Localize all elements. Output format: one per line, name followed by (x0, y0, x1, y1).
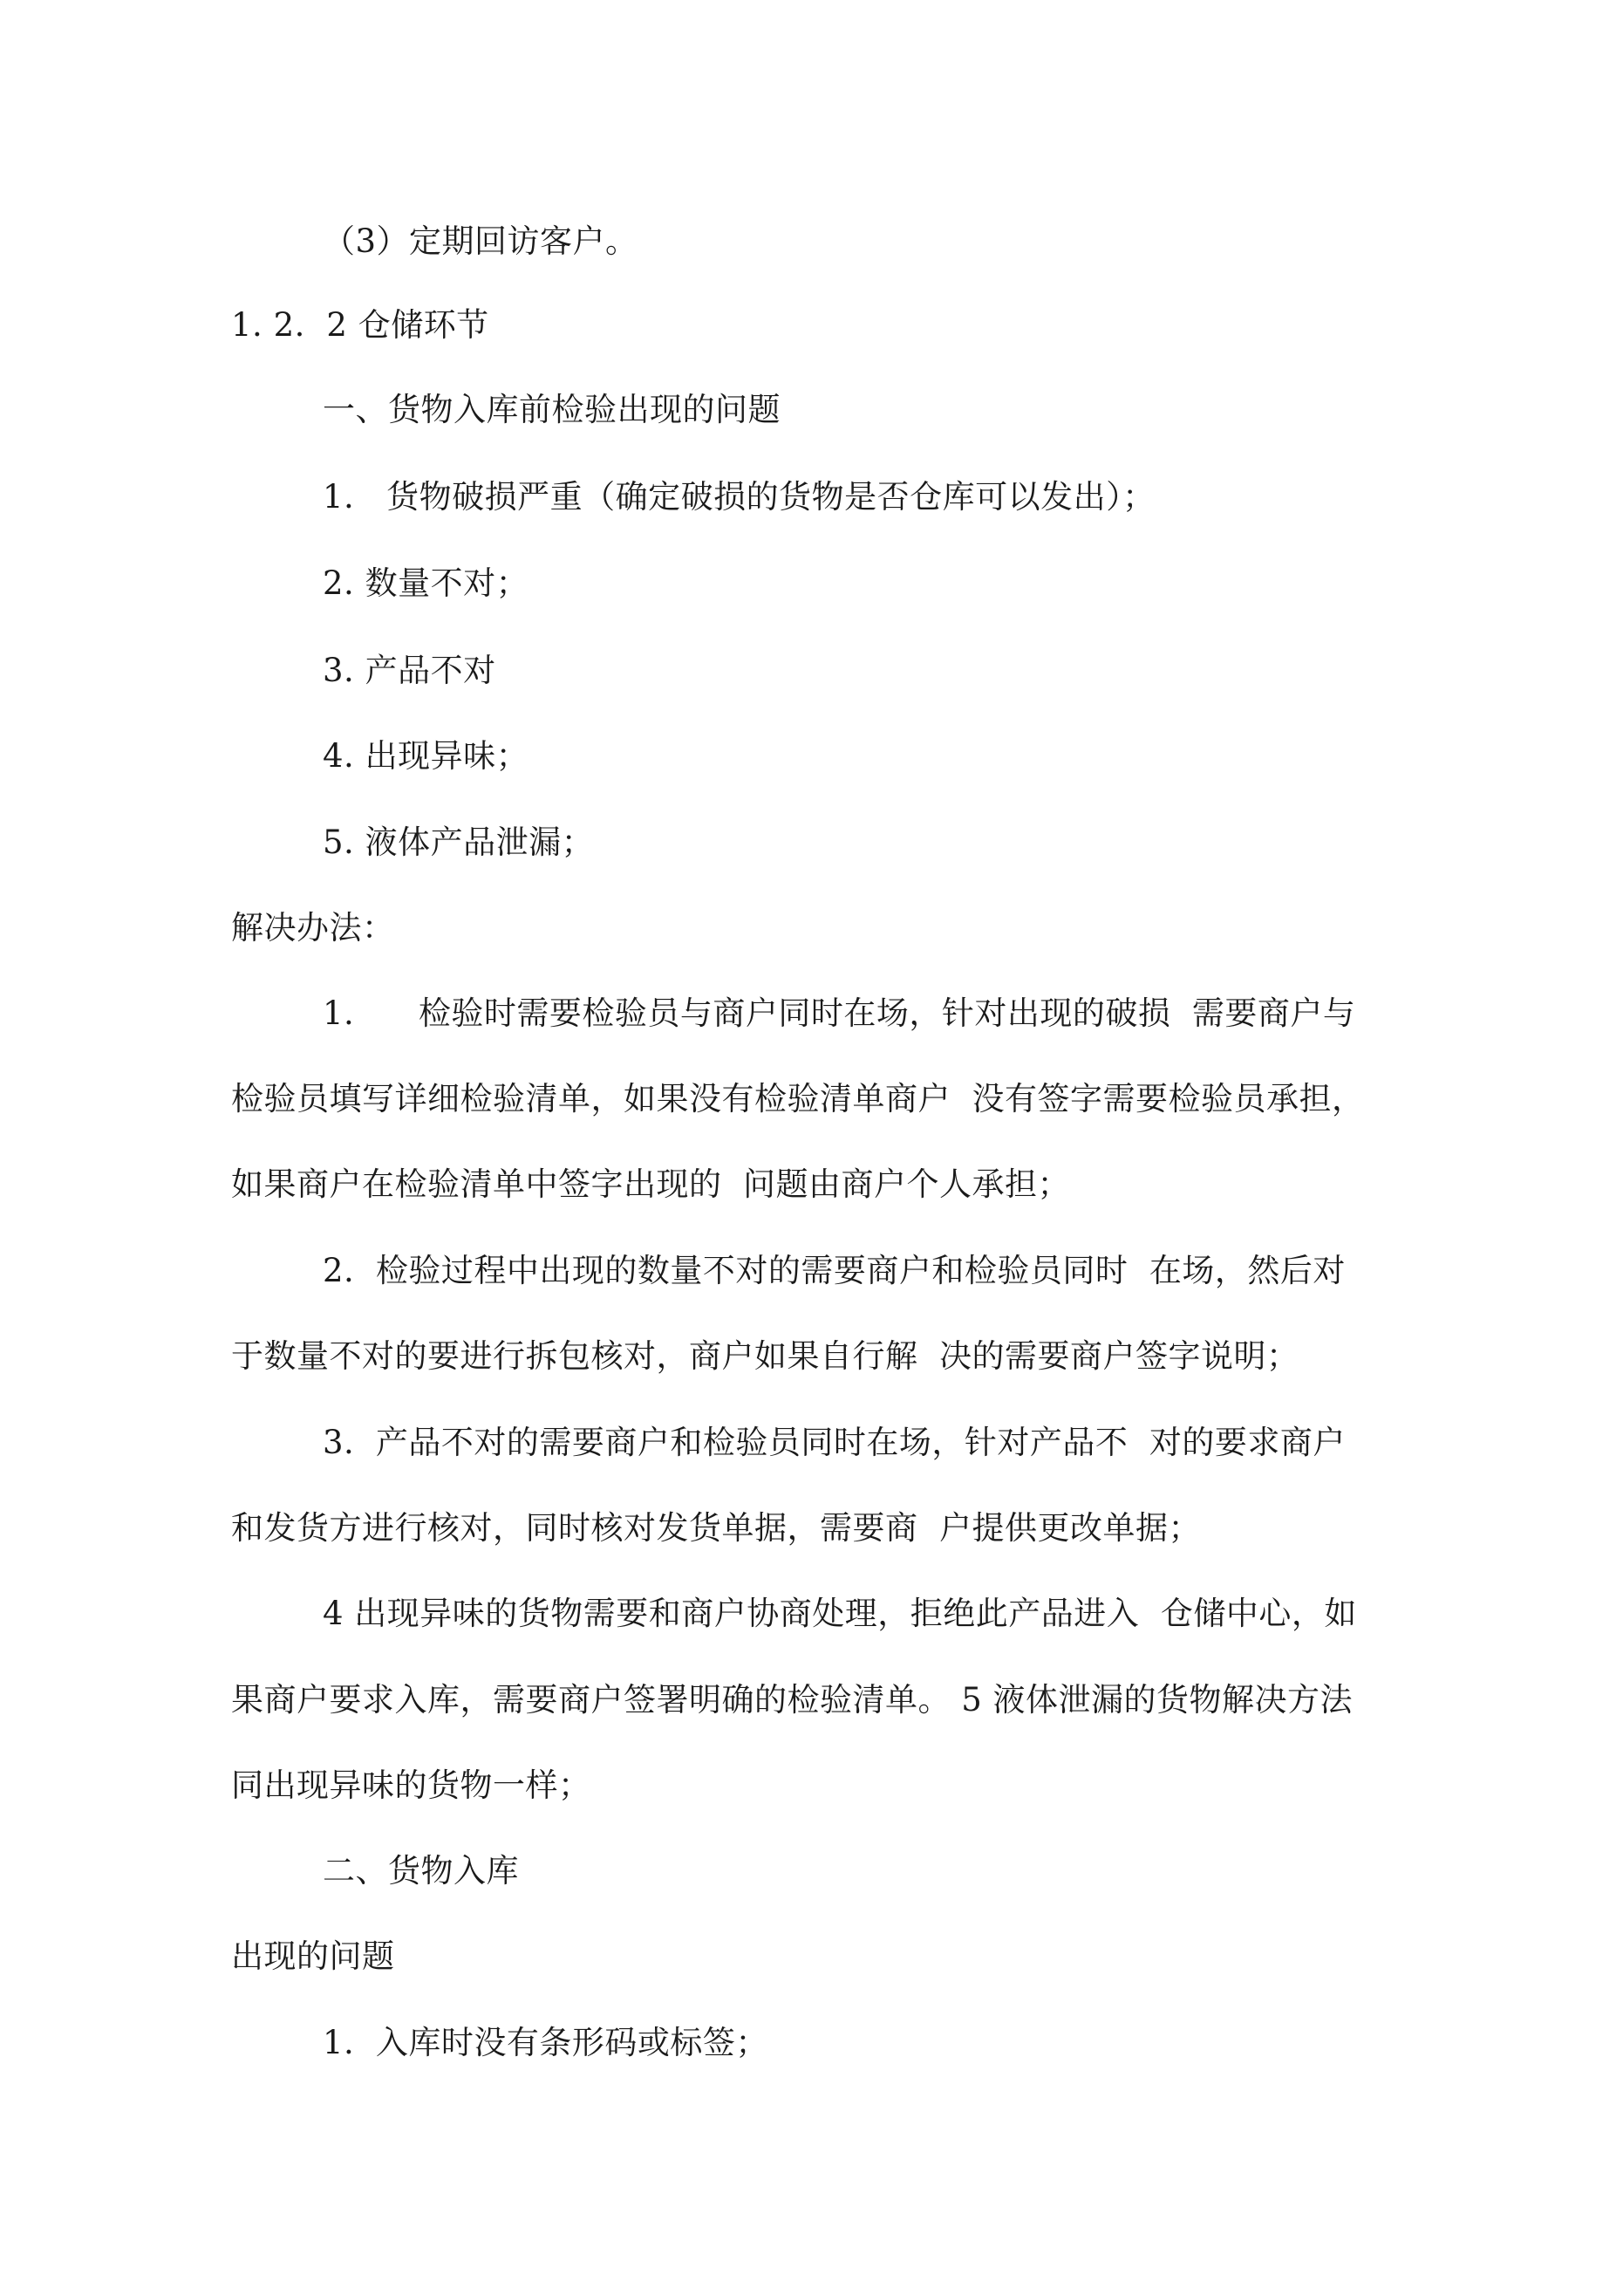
paragraph-line: 检验员填写详细检验清单，如果没有检验清单商户 没有签字需要检验员承担， (231, 1080, 1365, 1117)
list-item: 3. 产品不对 (323, 652, 496, 689)
paragraph-line: 4 出现异味的货物需要和商户协商处理，拒绝此产品进入 仓储中心，如 (323, 1595, 1357, 1632)
list-item: 4. 出现异味； (323, 737, 529, 775)
subsection-heading: 二、货物入库 (323, 1852, 519, 1889)
paragraph-line: 于数量不对的要进行拆包核对，商户如果自行解 决的需要商户签字说明； (231, 1337, 1299, 1375)
paragraph-line: 果商户要求入库，需要商户签署明确的检验清单。 5 液体泄漏的货物解决方法 (231, 1681, 1354, 1719)
list-item: 1. 货物破损严重（确定破损的货物是否仓库可以发出）； (323, 478, 1156, 516)
paragraph-line: 3. 产品不对的需要商户和检验员同时在场，针对产品不 对的要求商户 (323, 1424, 1346, 1461)
list-item: 2. 数量不对； (323, 564, 529, 602)
paragraph-line: 如果商户在检验清单中签字出现的 问题由商户个人承担； (231, 1165, 1071, 1203)
section-heading: 1. 2. 2 仓储环节 (231, 306, 489, 344)
solution-heading: 解决办法： (231, 909, 395, 946)
problems-heading: 出现的问题 (231, 1937, 395, 1975)
paragraph-line: 1. 检验时需要检验员与商户同时在场，针对出现的破损 需要商户与 (323, 994, 1356, 1032)
list-item: 5. 液体产品泄漏； (323, 823, 595, 861)
paragraph-line: 同出现异味的货物一样； (231, 1766, 591, 1804)
subsection-heading: 一、货物入库前检验出现的问题 (323, 391, 781, 428)
list-item: 1. 入库时没有条形码或标签； (323, 2024, 768, 2061)
paragraph-line: 2. 检验过程中出现的数量不对的需要商户和检验员同时 在场，然后对 (323, 1252, 1346, 1289)
text-line: （3）定期回访客户。 (323, 222, 638, 260)
paragraph-line: 和发货方进行核对，同时核对发货单据，需要商 户提供更改单据； (231, 1509, 1202, 1547)
